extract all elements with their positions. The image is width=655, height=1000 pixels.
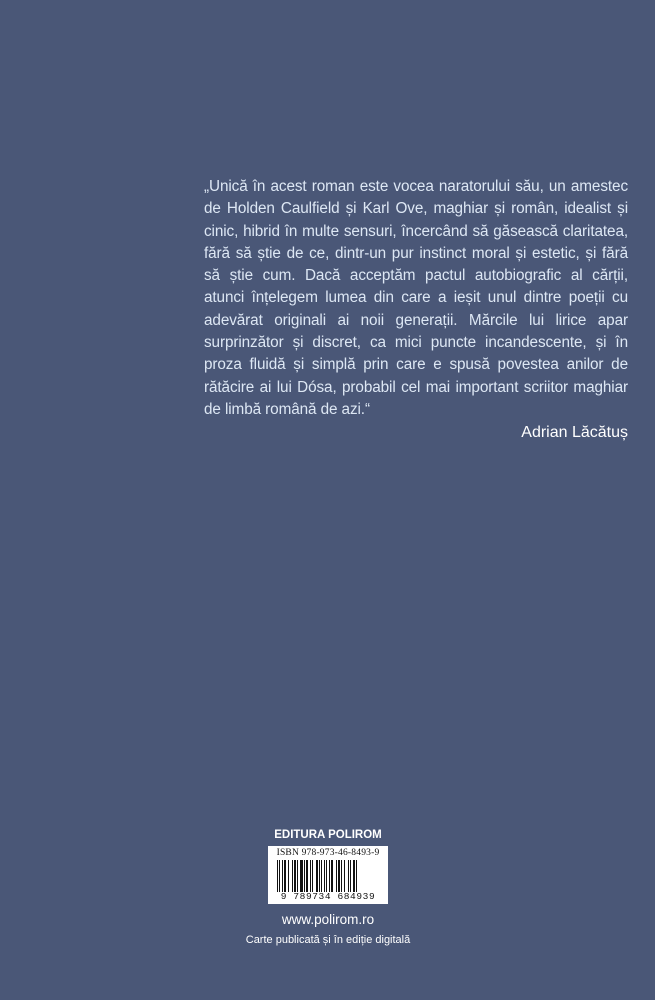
back-cover-quote: „Unică în acest roman este vocea naratorului său, un amestec de Holden Caulfield și Karl Ove, maghiar și român, idealist și cinic, hibrid în multe sensuri, încercând să găsească claritatea, fără să știe de ce, dintr-un pur instinct moral și estetic, și fără să știe cum. Dacă acceptăm pactul autobiografic al cărții, atunci înțelegem lumea din care a ieșit unul dintre poeții cu adevărat originali ai noii generații. Mărcile lui lirice apar surprinzător și discret, ca mici puncte incandescente, și în proza fluidă și simplă prin care e spusă povestea anilor de rătăcire ai lui Dósa, probabil cel mai important scriitor maghiar de limbă română de azi.“ — [204, 178, 628, 418]
isbn-barcode — [268, 846, 388, 904]
publisher-website: www.polirom.ro — [281, 912, 375, 927]
isbn-number: ISBN 978-973-46-8493-9 — [276, 848, 380, 858]
barcode-digits: 9 789734 684939 — [280, 891, 376, 902]
publisher-name: EDITURA POLIROM — [274, 829, 382, 841]
barcode-bar — [357, 860, 358, 892]
barcode-bars — [277, 860, 381, 892]
quote-author: Adrian Lăcătuș — [521, 424, 628, 441]
digital-edition-note: Carte publicată și în ediție digitală — [245, 934, 411, 946]
